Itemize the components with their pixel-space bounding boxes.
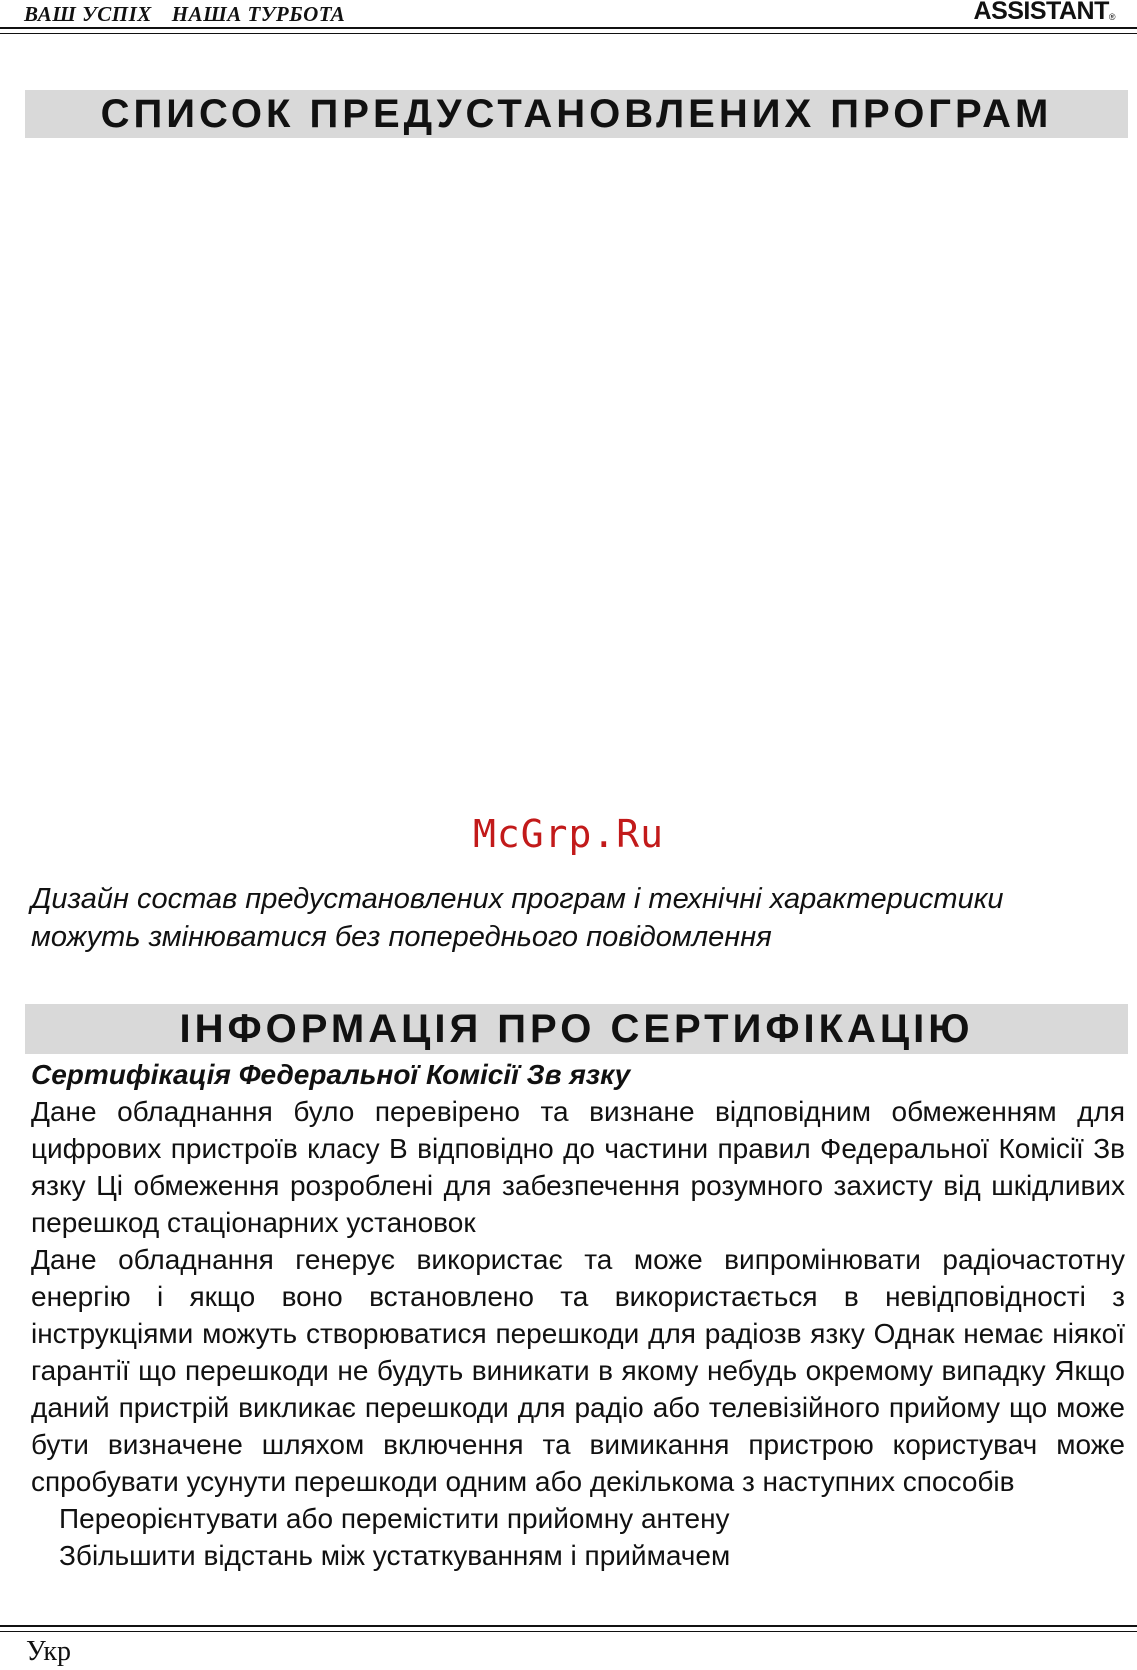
notice-line-2: можуть змінюватися без попереднього повідомлення (31, 921, 772, 953)
section-title-preinstalled-programs: СПИСОК ПРЕДУСТАНОВЛЕНИХ ПРОГРАМ (25, 90, 1128, 138)
brand-name: ASSISTANT (973, 0, 1109, 25)
list-item: Збільшити відстань між устаткуванням і приймачем (59, 1540, 731, 1571)
list-item: Переорієнтувати або перемістити прийомну антену (59, 1503, 730, 1534)
header-rule-thin (0, 33, 1137, 34)
brand-logo (974, 0, 1115, 26)
header-slogan (24, 2, 345, 27)
slogan-right: НАША ТУРБОТА (171, 2, 346, 26)
certification-body (31, 1056, 1125, 1574)
footer-rule-thick (0, 1625, 1137, 1627)
design-notice (31, 880, 1128, 956)
watermark: McGrp.Ru (472, 812, 665, 856)
paragraph-interference: Дане обладнання генерує використає та може випромінювати радіочастотну енергію і якщо воно встановлено та використається в невідповідності з інструкціями можуть створюватися перешкоди для радіозв язку Однак немає ніякої гарантії що перешкоди не будуть виникати в якому небудь окремому випадку Якщо даний пристрій викликає перешкоди для радіо або телевізійного прийому що може бути визначене шляхом включення та вимикання пристрою користувач може спробувати усунути перешкоди одним або декількома з наступних способів (31, 1244, 1125, 1497)
footer-rule-thin (0, 1631, 1137, 1632)
fcc-subtitle: Сертифікація Федеральної Комісії Зв язку (31, 1059, 631, 1090)
notice-line-1: Дизайн состав предустановлених програм і технічні характеристики (31, 883, 1004, 915)
header-rule-thick (0, 27, 1137, 29)
section-title-certification: ІНФОРМАЦІЯ ПРО СЕРТИФІКАЦІЮ (25, 1004, 1128, 1054)
slogan-left: ВАШ УСПІХ (24, 2, 152, 26)
paragraph-compliance: Дане обладнання було перевірено та визнане відповідним обмеженням для цифрових пристроїв класу В відповідно до частини правил Федеральної Комісії Зв язку Ці обмеження розроблені для забезпечення розумного захисту від шкідливих перешкод стаціонарних установок (31, 1096, 1125, 1238)
footer-language-label: Укр (26, 1636, 71, 1667)
page-header (0, 0, 1137, 40)
registered-mark: ® (1108, 12, 1115, 22)
